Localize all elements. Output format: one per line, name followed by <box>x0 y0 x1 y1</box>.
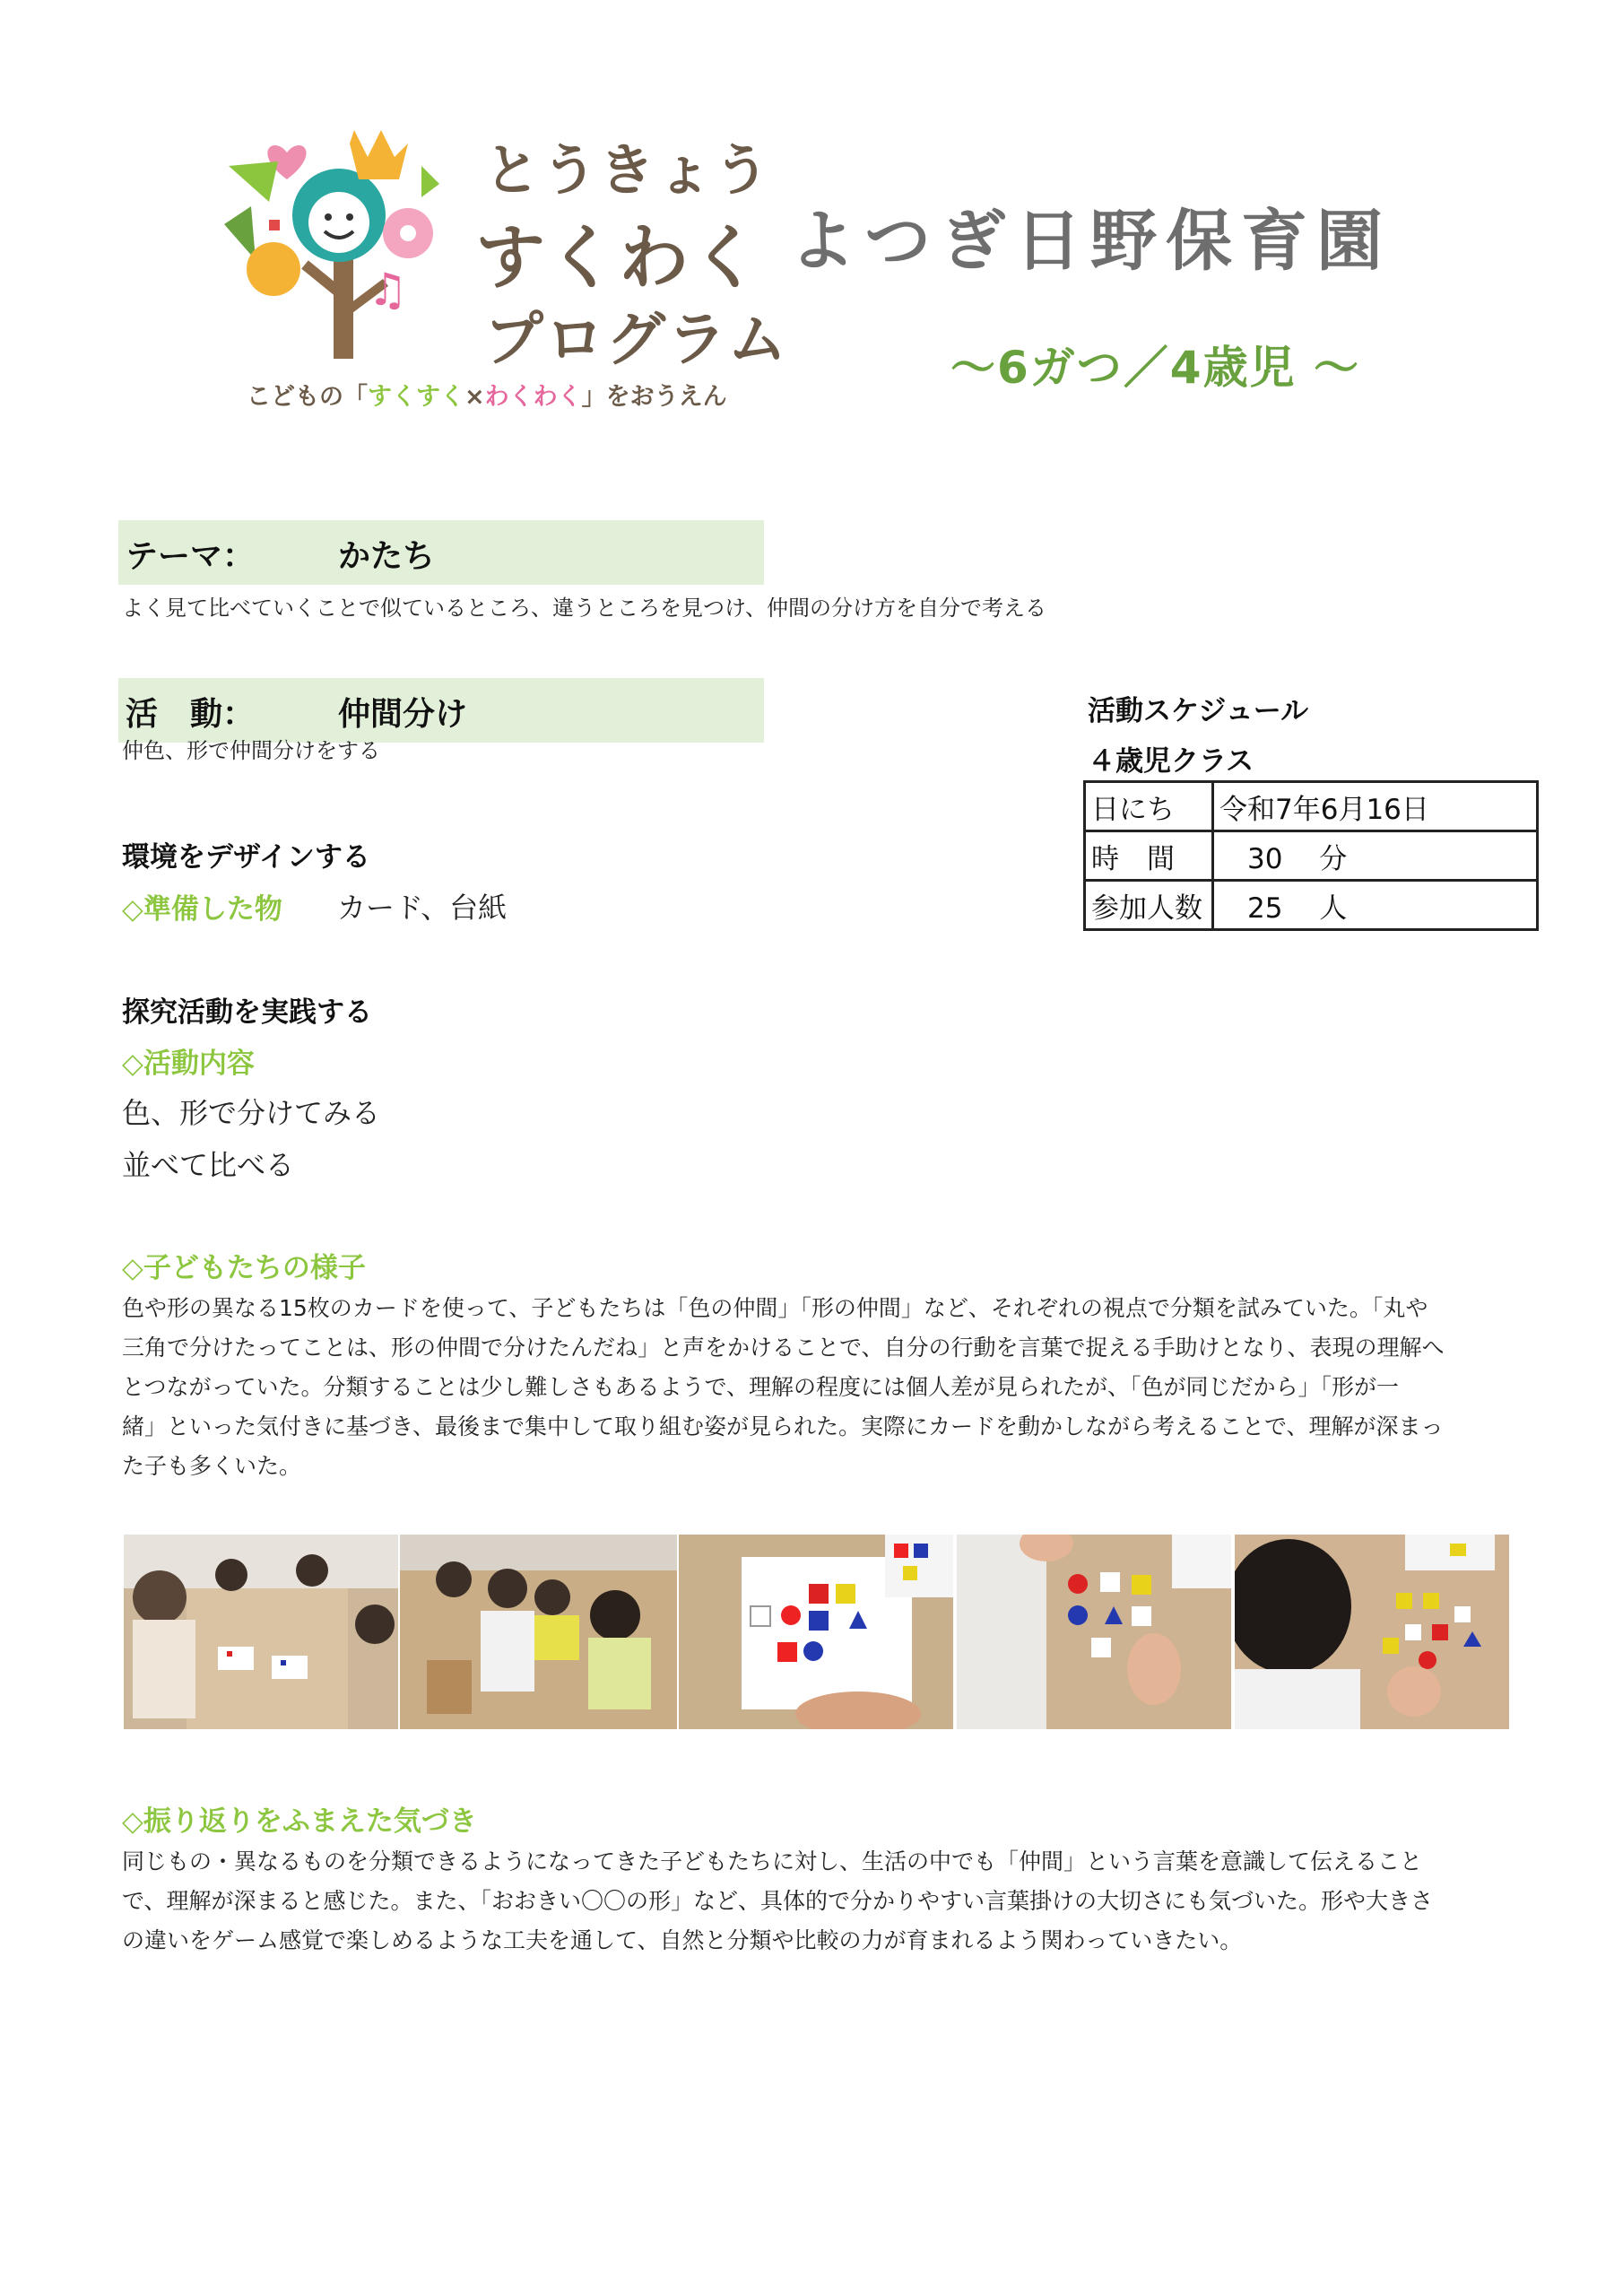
logo-tagline: こどもの「すくすく×わくわく」をおうえん <box>247 383 727 411</box>
paragraph-line: 同じもの・異なるものを分類できるようになってきた子どもたちに対し、生活の中でも「仲間」という言葉を意識して伝えること <box>122 1848 1423 1874</box>
theme-value: かたち <box>338 538 436 575</box>
practice-heading: 探究活動を実践する <box>122 996 372 1029</box>
environment-heading: 環境をデザインする <box>122 841 370 874</box>
theme-bar <box>118 520 764 585</box>
paragraph-line: で、理解が深まると感じた。また、「おおきい〇〇の形」など、具体的で分かりやすい言葉掛けの大切さにも気づいた。形や大きさ <box>122 1888 1434 1914</box>
prepared-value: カード、台紙 <box>337 891 508 925</box>
schedule-key: 時 間 <box>1085 831 1213 881</box>
schedule-value: 令和7年6月16日 <box>1213 782 1538 831</box>
activity-description: 仲色、形で仲間分けをする <box>122 738 380 763</box>
tree-logo-icon <box>224 117 484 377</box>
schedule-table <box>1083 780 1539 931</box>
activity-value: 仲間分け <box>338 696 468 733</box>
reflection-label: ◇振り返りをふまえた気づき <box>122 1805 477 1838</box>
paragraph-line: 緒」といった気付きに基づき、最後まで集中して取り組む姿が見られた。実際にカードを動かしながら考えることで、理解が深まっ <box>122 1413 1444 1439</box>
children-paragraph <box>122 1289 1521 1486</box>
prepared-label: ◇準備した物 <box>122 893 282 926</box>
logo-line-1: とうきょう <box>484 137 772 203</box>
schedule-class: ４歳児クラス <box>1088 745 1254 778</box>
paragraph-line: た子も多くいた。 <box>122 1453 302 1479</box>
paragraph-line: の違いをゲーム感覚で楽しめるような工夫を通して、自然と分類や比較の力が育まれるよう関わっていきたい。 <box>122 1927 1243 1953</box>
table-row <box>1085 881 1538 930</box>
school-name: よつぎ日野保育園 <box>789 203 1392 280</box>
children-label: ◇子どもたちの様子 <box>122 1252 366 1284</box>
activity-photo-3 <box>679 1535 953 1729</box>
reflection-paragraph <box>122 1842 1521 1961</box>
activity-content-label: ◇活動内容 <box>122 1048 255 1080</box>
table-row <box>1085 831 1538 881</box>
activity-photo-5 <box>1235 1535 1509 1729</box>
schedule-key: 参加人数 <box>1085 881 1213 930</box>
schedule-title: 活動スケジュール <box>1088 695 1309 727</box>
activity-photo-2 <box>400 1535 677 1729</box>
activity-content-item: 並べて比べる <box>122 1148 295 1182</box>
schedule-key: 日にち <box>1085 782 1213 831</box>
paragraph-line: とつながっていた。分類することは少し難しさもあるようで、理解の程度には個人差が見られたが、「色が同じだから」「形が一 <box>122 1374 1400 1400</box>
page-subtitle: ～6ガつ／4歳児 ～ <box>950 342 1360 394</box>
activity-label: 活 動： <box>126 696 256 733</box>
schedule-value: 30 分 <box>1213 831 1538 881</box>
svg-text:♫: ♫ <box>368 264 408 316</box>
activity-content-item: 色、形で分けてみる <box>122 1096 381 1130</box>
theme-description: よく見て比べていくことで似ているところ、違うところを見つけ、仲間の分け方を自分で考える <box>122 596 1047 621</box>
paragraph-line: 三角で分けたってことは、形の仲間で分けたんだね」と声をかけることで、自分の行動を言葉で捉える手助けとなり、表現の理解へ <box>122 1335 1445 1361</box>
schedule-value: 25 人 <box>1213 881 1538 930</box>
paragraph-line: 色や形の異なる15枚のカードを使って、子どもたちは「色の仲間」「形の仲間」など、それぞれの視点で分類を試みていた。「丸や <box>122 1295 1428 1321</box>
logo-line-2: すくわく <box>475 218 763 299</box>
theme-label: テーマ： <box>126 538 256 575</box>
table-row <box>1085 782 1538 831</box>
activity-photo-1 <box>124 1535 398 1729</box>
activity-photo-4 <box>957 1535 1231 1729</box>
logo-line-3: プログラム <box>484 305 789 374</box>
program-logo <box>224 117 789 422</box>
